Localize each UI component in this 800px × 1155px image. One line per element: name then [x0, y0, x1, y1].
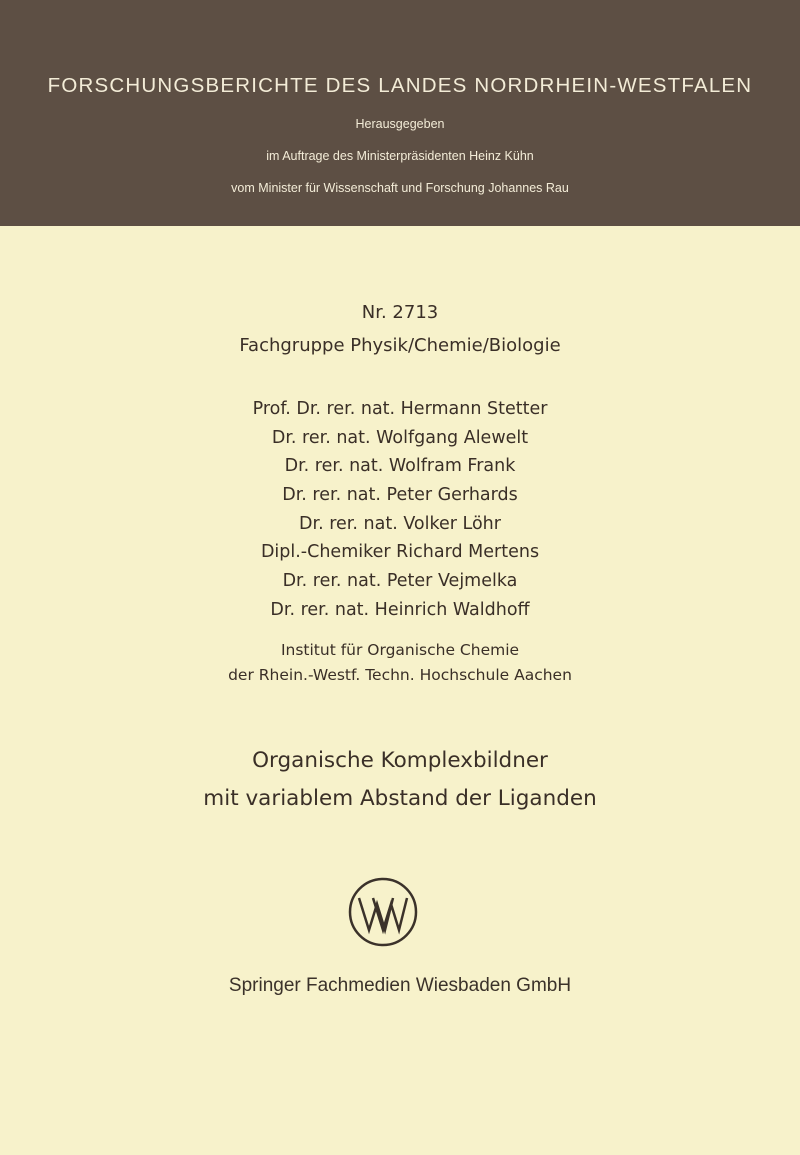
author-line: Dr. rer. nat. Peter Vejmelka	[282, 571, 518, 591]
series-header	[0, 0, 800, 226]
author-line: Dr. rer. nat. Volker Löhr	[299, 514, 501, 534]
book-title-line: Organische Komplexbildner	[252, 748, 548, 773]
minister-line: vom Minister für Wissenschaft und Forschung Johannes Rau	[231, 181, 569, 195]
author-line: Prof. Dr. rer. nat. Hermann Stetter	[252, 399, 548, 419]
author-line: Dr. rer. nat. Wolfram Frank	[284, 456, 516, 476]
springer-vieweg-logo-icon	[347, 876, 419, 948]
institute-line: der Rhein.-Westf. Techn. Hochschule Aachen	[228, 666, 572, 684]
author-line: Dr. rer. nat. Wolfgang Alewelt	[271, 428, 529, 448]
author-line: Dr. rer. nat. Peter Gerhards	[282, 485, 518, 505]
commission-line: im Auftrage des Ministerpräsidenten Heinz Kühn	[266, 149, 534, 163]
editor-line: Herausgegeben	[355, 117, 445, 131]
author-line: Dipl.-Chemiker Richard Mertens	[260, 542, 540, 562]
book-title-line: mit variablem Abstand der Liganden	[203, 786, 597, 811]
series-title: FORSCHUNGSBERICHTE DES LANDES NORDRHEIN-WESTFALEN	[47, 74, 753, 97]
institute-line: Institut für Organische Chemie	[280, 641, 520, 659]
subject-group: Fachgruppe Physik/Chemie/Biologie	[239, 335, 561, 356]
author-line: Dr. rer. nat. Heinrich Waldhoff	[270, 600, 530, 620]
publisher-name: Springer Fachmedien Wiesbaden GmbH	[228, 975, 572, 996]
report-number: Nr. 2713	[361, 302, 439, 323]
